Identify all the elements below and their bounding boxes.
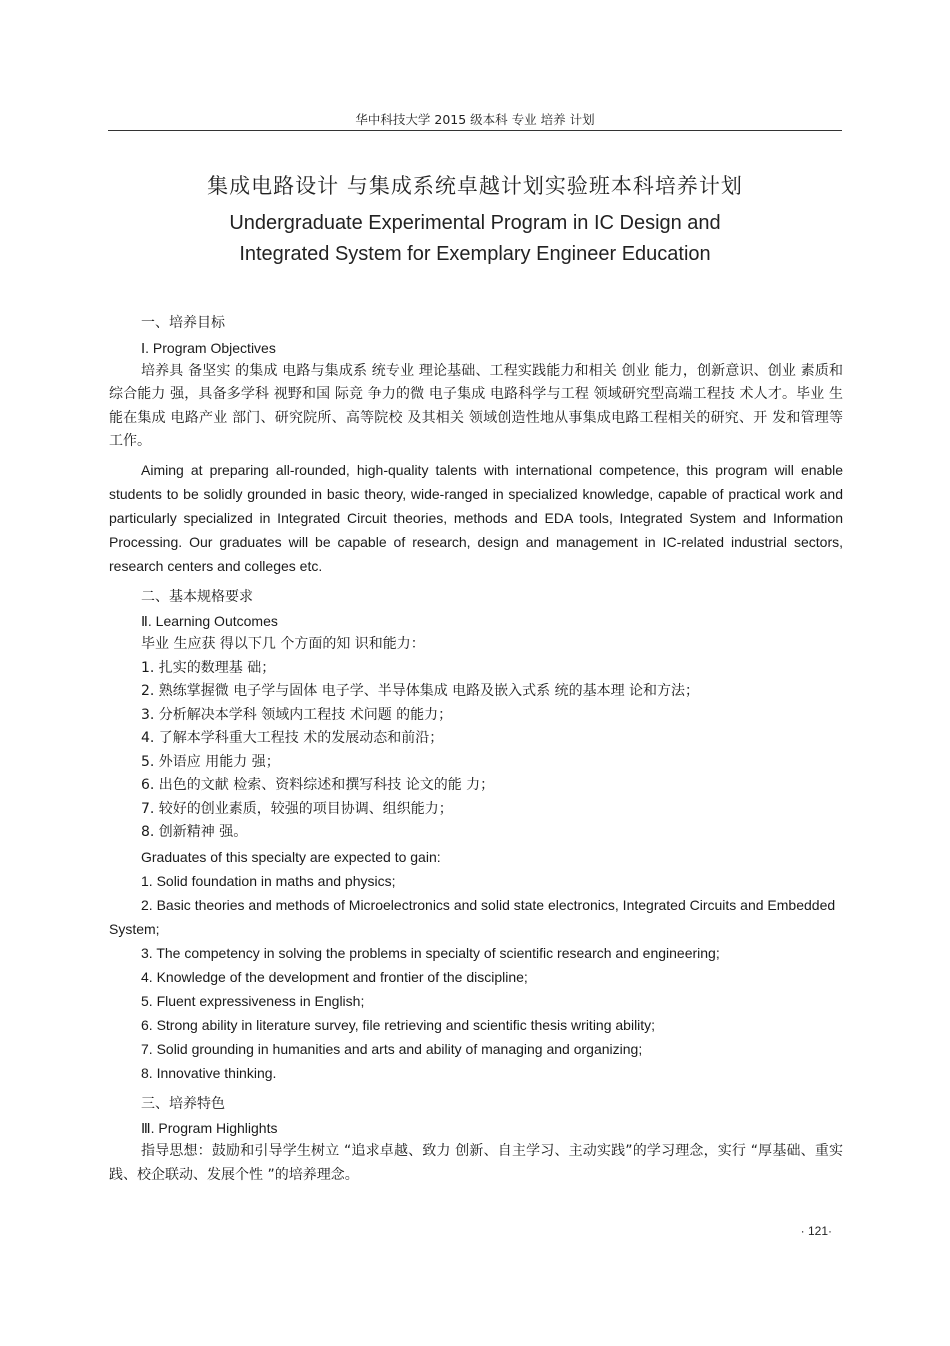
list-item-en: 8. Innovative thinking. <box>141 1064 277 1081</box>
document-body <box>109 312 843 1187</box>
list-item-en: 7. Solid grounding in humanities and arts and ability of managing and organizing; <box>141 1040 643 1057</box>
section-2-heading-en: Ⅱ. Learning Outcomes <box>141 613 278 629</box>
section-1-heading-zh: 一、培养目标 <box>141 315 225 331</box>
section-3-heading-zh: 三、培养特色 <box>141 1095 225 1112</box>
list-item-zh: 4. 了解本学科重大工程技 术的发展动态和前沿； <box>141 730 444 746</box>
list-item-zh: 7. 较好的创业素质，较强的项目协调、组织能力； <box>141 800 453 817</box>
section-3-paragraph-zh: 指导思想：鼓励和引导学生树立 “追求卓越、致力 创新、自主学习、主动实践”的学习理念，实行 “厚基础、重实践、校企联动、发展个性 ”的培养理念。 <box>109 1143 843 1183</box>
title-english-line-1: Undergraduate Experimental Program in IC Design and <box>229 212 721 234</box>
title-chinese: 集成电路设计 与集成系统卓越计划实验班本科培养计划 <box>207 174 743 198</box>
list-item-zh: 2. 熟练掌握微 电子学与固体 电子学、半导体集成 电路及嵌入式系 统的基本理 论和方法； <box>141 683 700 699</box>
section-1-paragraph-en: Aiming at preparing all-rounded, high-quality talents with international competence, this program will enable students to be solidly grounded in basic theory, wide-ranged in specialized knowledge, capable of practical work and particularly specialized in Integrated Circuit theories, methods and EDA tools, Integrated System and Information Processing. Our graduates will be capable of research, design and management in IC-related industrial sectors, research centers and colleges etc. <box>109 461 843 574</box>
section-2-heading-zh: 二、基本规格要求 <box>141 588 253 605</box>
section-1-heading-en: Ⅰ. Program Objectives <box>141 339 276 356</box>
list-item-zh: 3. 分析解决本学科 领域内工程技 术问题 的能力； <box>141 706 453 723</box>
section-2-intro-zh: 毕业 生应获 得以下几 个方面的知 识和能力： <box>141 636 425 652</box>
section-2-intro-en: Graduates of this specialty are expected to gain: <box>141 848 441 865</box>
list-item-zh: 8. 创新精神 强。 <box>141 824 248 840</box>
list-item-zh: 1. 扎实的数理基 础； <box>141 659 276 676</box>
list-item-en: 2. Basic theories and methods of Microelectronics and solid state electronics, Integrated Circuits and Embedded System; <box>109 896 836 937</box>
list-item-en: 4. Knowledge of the development and frontier of the discipline; <box>141 968 528 985</box>
list-item-en: 6. Strong ability in literature survey, file retrieving and scientific thesis writing ability; <box>141 1016 656 1033</box>
list-item-en: 3. The competency in solving the problems in specialty of scientific research and engineering; <box>141 944 720 961</box>
running-header: 华中科技大学 2015 级本科 专业 培养 计划 <box>355 112 595 127</box>
title-english-line-2: Integrated System for Exemplary Engineer Education <box>239 243 711 265</box>
section-3-heading-en: Ⅲ. Program Highlights <box>141 1120 278 1136</box>
list-item-zh: 6. 出色的文献 检索、资料综述和撰写科技 论文的能 力； <box>141 777 495 793</box>
list-item-en: 5. Fluent expressiveness in English; <box>141 992 365 1009</box>
header-divider <box>108 130 842 131</box>
list-item-en: 1. Solid foundation in maths and physics; <box>141 872 396 889</box>
list-item-zh: 5. 外语应 用能力 强； <box>141 753 280 770</box>
section-1-paragraph-zh: 培养具 备坚实 的集成 电路与集成系 统专业 理论基础、工程实践能力和相关 创业 能力，创新意识、创业 素质和综合能力 强，具备多学科 视野和国 际竞 争力的微 电子集成 电路科学与工程 领域研究型高端工程技 术人才。毕业 生能在集成 电路产业 部门、研究院所、高等院校 及其相关 领域创造性地从事集成电路工程相关的研究、开 发和管理等工作。 <box>109 362 843 449</box>
page-number: · 121· <box>800 1224 832 1238</box>
